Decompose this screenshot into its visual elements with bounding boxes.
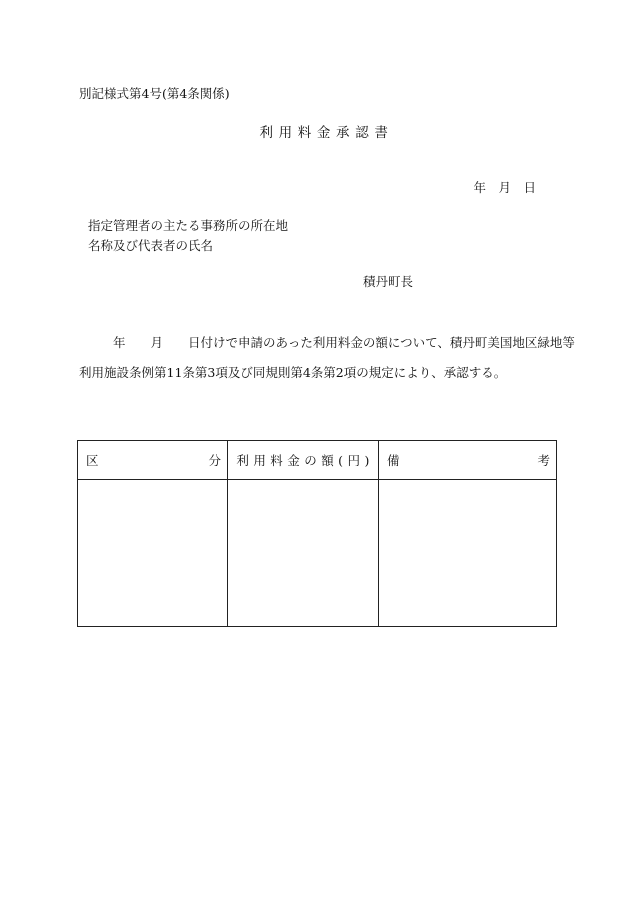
body-year: 年 (113, 335, 126, 350)
header-category-right: 分 (208, 453, 221, 468)
header-remarks-left: 備 (387, 453, 400, 468)
header-remarks (379, 441, 557, 480)
representative-name-label: 名称及び代表者の氏名 (88, 238, 214, 253)
body-month: 月 (150, 335, 164, 350)
body-line-1 (113, 333, 575, 351)
header-fee-amount-label: 利 用 料 金 の 額 ( 円 ) (236, 453, 370, 468)
body-line-2: 利用施設条例第11条第3項及び同規則第4条第2項の規定により、承認する。 (79, 365, 507, 380)
remarks-cell (379, 480, 557, 627)
header-fee-amount (228, 441, 379, 480)
header-remarks-right: 考 (537, 453, 550, 468)
fee-amount-cell (228, 480, 379, 627)
table-header-row (78, 441, 557, 480)
header-category (78, 441, 228, 480)
body-line1-text: 日付けで申請のあった利用料金の額について、積丹町美国地区緑地等 (188, 335, 575, 350)
mayor-signature: 積丹町長 (363, 274, 414, 289)
fee-table (77, 440, 557, 627)
date-line: 年 月 日 (473, 180, 536, 195)
office-address-label: 指定管理者の主たる事務所の所在地 (88, 218, 289, 233)
document-title: 利 用 料 金 承 認 書 (259, 125, 389, 141)
category-cell (78, 480, 228, 627)
table-row (78, 480, 557, 627)
header-category-left: 区 (86, 453, 99, 468)
form-number: 別記様式第4号(第4条関係) (79, 86, 230, 101)
